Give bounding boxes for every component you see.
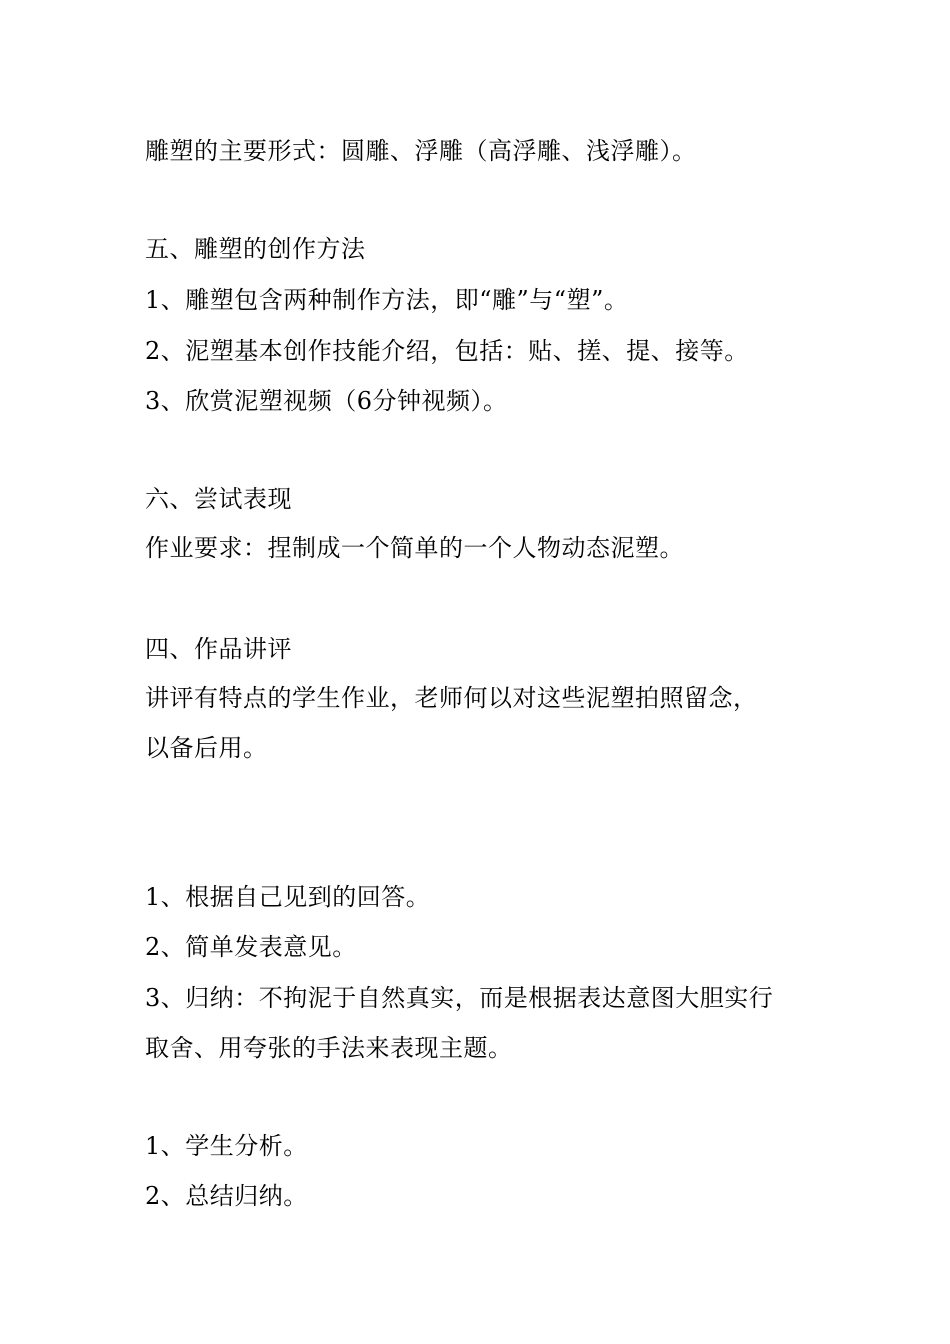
answer-item-1: 1、根据自己见到的回答。 (145, 883, 431, 911)
section4-body-line2: 以备后用。 (145, 734, 268, 762)
section6-heading: 六、尝试表现 (145, 485, 292, 513)
section5-item-1: 1、雕塑包含两种制作方法，即“雕”与“塑”。 (145, 286, 629, 314)
intro-text: 雕塑的主要形式：圆雕、浮雕（高浮雕、浅浮雕）。 (145, 137, 697, 165)
analysis-item-1: 1、学生分析。 (145, 1132, 308, 1160)
answer-item-2: 2、简单发表意见。 (145, 933, 357, 961)
answer-item-3-line2: 取舍、用夸张的手法来表现主题。 (145, 1034, 513, 1062)
section5-item-3: 3、欣赏泥塑视频（6分钟视频）。 (145, 387, 508, 415)
analysis-item-2: 2、总结归纳。 (145, 1182, 308, 1210)
answer-item-3-line1: 3、归纳：不拘泥于自然真实，而是根据表达意图大胆实行 (145, 984, 774, 1012)
section5-heading: 五、雕塑的创作方法 (145, 235, 366, 263)
section5-item-2: 2、泥塑基本创作技能介绍，包括：贴、搓、提、接等。 (145, 337, 749, 365)
section6-body: 作业要求：捏制成一个简单的一个人物动态泥塑。 (145, 534, 684, 562)
section4-heading: 四、作品讲评 (145, 635, 292, 663)
section4-body-line1: 讲评有特点的学生作业，老师何以对这些泥塑拍照留念， (145, 684, 758, 712)
